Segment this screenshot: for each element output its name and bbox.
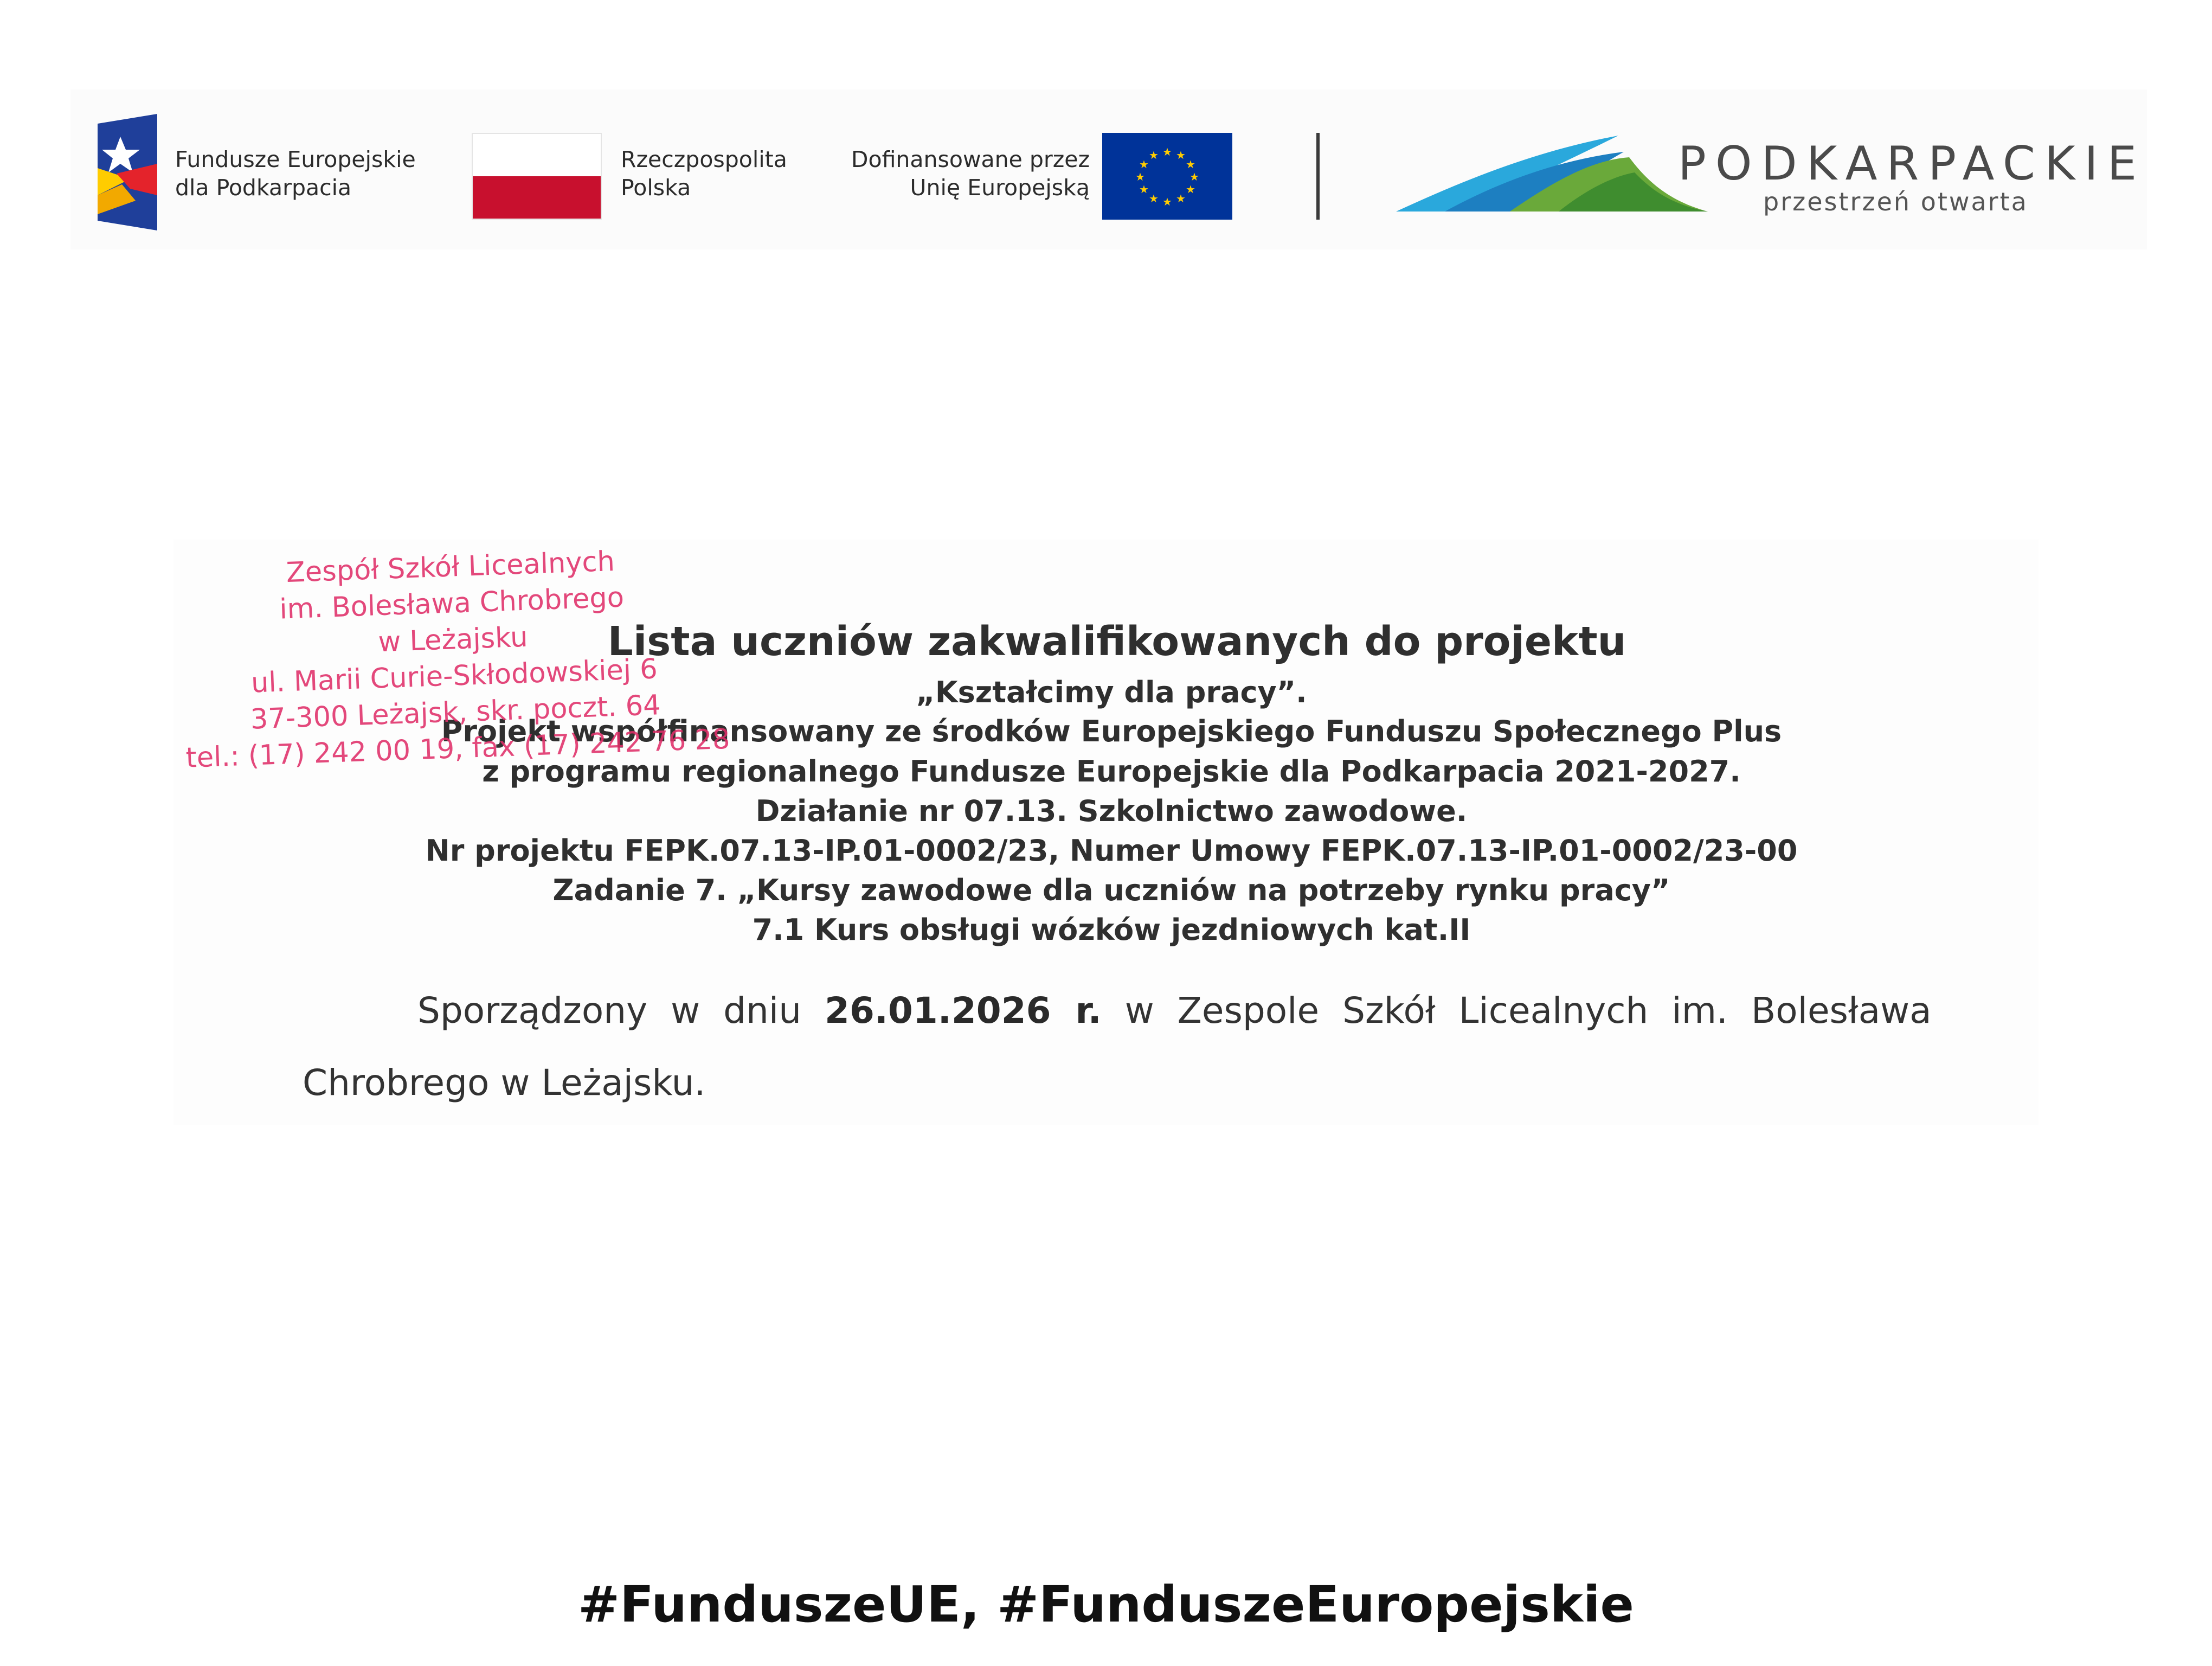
eu-logo-text — [840, 145, 1090, 202]
podkarpackie-subtitle: przestrzeń otwarta — [1763, 187, 2028, 216]
svg-text:★: ★ — [1176, 149, 1186, 162]
document-line: Zadanie 7. „Kursy zawodowe dla uczniów na potrzeby rynku pracy” — [552, 873, 1670, 907]
stamp-line: ul. Marii Curie-Skłodowskiej 6 — [250, 653, 658, 700]
stamp-line: Zespół Szkół Licealnych — [285, 545, 615, 589]
document-line: Nr projektu FEPK.07.13-IP.01-0002/23, Numer Umowy FEPK.07.13-IP.01-0002/23-00 — [425, 834, 1798, 868]
prepared-paragraph — [417, 990, 1932, 1031]
svg-text:★: ★ — [1149, 192, 1159, 205]
svg-text:★: ★ — [1176, 192, 1186, 205]
podkarpackie-title: PODKARPACKIE — [1678, 137, 2146, 191]
stamp-line: w Leżajsku — [377, 621, 529, 659]
polish-flag-icon — [472, 133, 602, 220]
rp-logo-line2: Polska — [621, 175, 691, 201]
fe-logo-line2: dla Podkarpacia — [175, 175, 352, 201]
fe-logo-line1: Fundusze Europejskie — [175, 146, 416, 172]
paragraph-suffix: w Zespole Szkół Licealnych im. Bolesława — [1101, 990, 1932, 1031]
document-subtitle: „Kształcimy dla pracy”. — [916, 675, 1307, 709]
document-line: z programu regionalnego Fundusze Europejskie dla Podkarpacia 2021-2027. — [482, 754, 1741, 789]
paragraph-prefix: Sporządzony w dniu — [417, 990, 825, 1031]
svg-text:★: ★ — [1139, 183, 1149, 196]
svg-text:★: ★ — [1139, 158, 1149, 171]
svg-text:★: ★ — [1135, 170, 1145, 183]
document-title: Lista uczniów zakwalifikowanych do projektu — [607, 618, 1626, 665]
rp-logo-text — [621, 145, 787, 202]
svg-text:★: ★ — [1186, 183, 1195, 196]
eu-logo-line2: Unię Europejską — [910, 175, 1090, 201]
podkarpackie-wave-logo-icon — [1396, 130, 1711, 217]
svg-text:★: ★ — [1186, 158, 1195, 171]
document-line: Działanie nr 07.13. Szkolnictwo zawodowe. — [755, 794, 1468, 828]
footer-hashtags: #FunduszeUE, #FunduszeEuropejskie — [578, 1575, 1634, 1633]
eu-logo-line1: Dofinansowane przez — [851, 146, 1090, 172]
prepared-date: 26.01.2026 r. — [825, 990, 1102, 1031]
document-line: 7.1 Kurs obsługi wózków jezdniowych kat.II — [752, 913, 1471, 947]
svg-text:★: ★ — [1189, 170, 1199, 183]
eu-flag-icon — [1102, 133, 1232, 220]
stamp-line: im. Bolesława Chrobrego — [279, 581, 625, 626]
svg-text:★: ★ — [1162, 195, 1172, 208]
document-line: Projekt współfinansowany ze środków Europejskiego Funduszu Społecznego Plus — [441, 714, 1782, 748]
stamp-line: 37-300 Leżajsk, skr. poczt. 64 — [249, 689, 661, 736]
rp-logo-line1: Rzeczpospolita — [621, 146, 787, 172]
svg-text:★: ★ — [1162, 145, 1172, 158]
prepared-paragraph-line2: Chrobrego w Leżajsku. — [303, 1062, 706, 1104]
svg-text:★: ★ — [1149, 149, 1159, 162]
logo-divider — [1316, 133, 1320, 220]
school-stamp — [179, 540, 731, 777]
stamp-line: tel.: (17) 242 00 19, fax (17) 242 76 28 — [185, 723, 731, 774]
fe-logo-text — [175, 145, 416, 202]
fundusze-europejskie-logo-icon — [98, 114, 157, 230]
